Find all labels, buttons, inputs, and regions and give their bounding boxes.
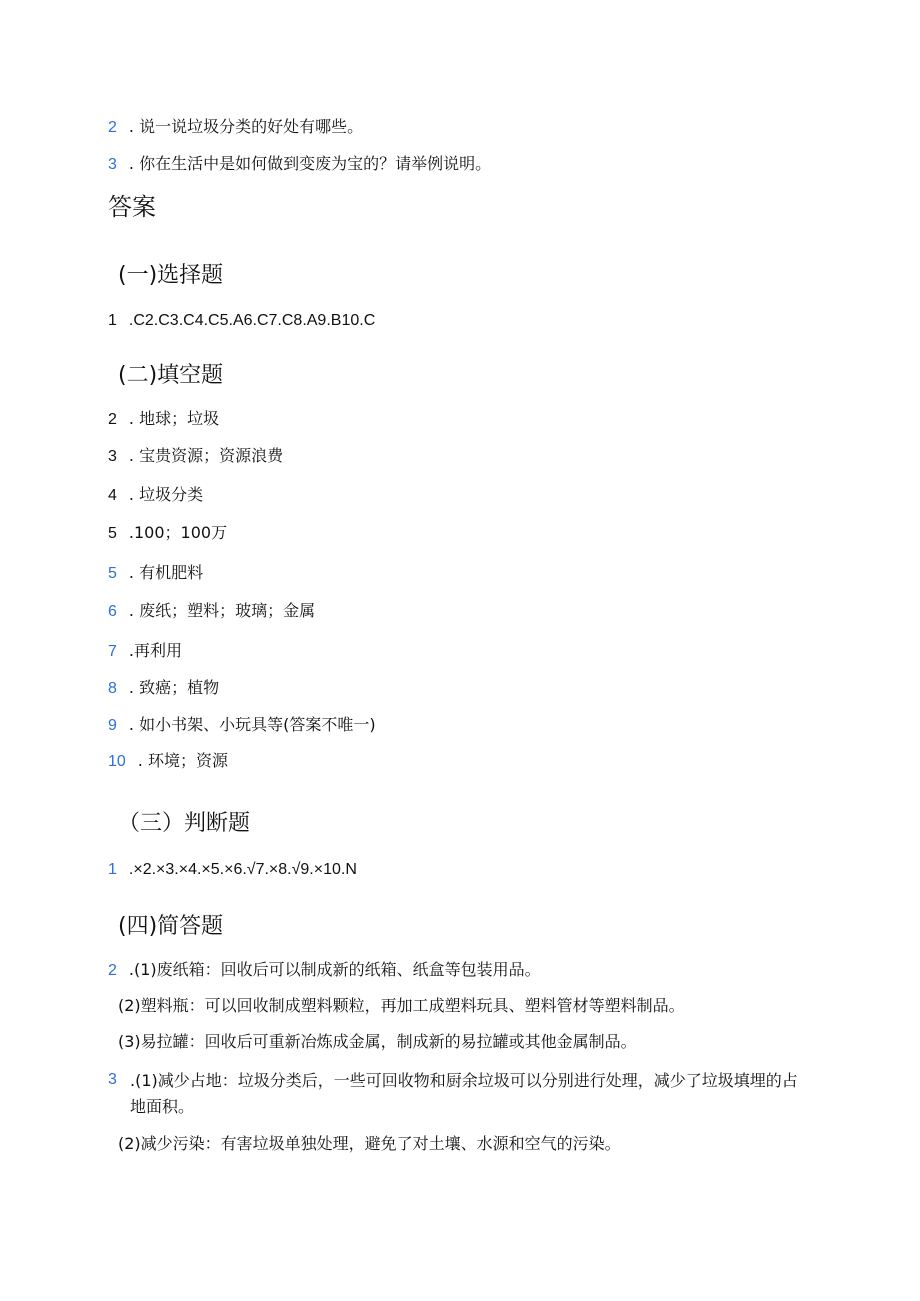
item-text: . 环境；资源 [137,751,228,770]
answer-item [108,562,203,585]
item-number: 2 [108,962,117,979]
question-item [108,153,491,176]
answer-item [108,309,375,332]
item-text: . 地球；垃圾 [128,409,220,428]
item-number: 7 [108,643,117,660]
item-text: .C2.C3.C4.C5.A6.C7.C8.A9.B10.C [128,312,376,329]
answer-item-text-wrapped: .(1)减少占地：垃圾分类后，一些可回收物和厨余垃圾可以分别进行处理，减少了垃圾填埋的占地面积。 [130,1071,798,1116]
item-number: 4 [108,487,117,504]
item-number: 1 [108,861,117,878]
answer-item [108,1068,129,1091]
answer-item [108,484,203,507]
item-text: .100；100万 [128,523,228,542]
item-number: 1 [108,312,117,329]
item-number: 8 [108,680,117,697]
item-number: 5 [108,565,117,582]
item-text: . 废纸；塑料；玻璃；金属 [128,601,316,620]
item-text: . 致癌；植物 [128,678,220,697]
item-number: 2 [108,119,117,136]
item-number: 10 [108,753,126,770]
section-title: (一)选择题 [118,263,224,288]
item-number: 5 [108,525,117,542]
item-number: 9 [108,717,117,734]
item-text: .×2.×3.×4.×5.×6.√7.×8.√9.×10.N [128,861,357,878]
question-item [108,116,363,139]
answer-item [108,445,283,468]
section-title: (二)填空题 [118,363,224,388]
answer-title: 答案 [108,193,156,221]
answer-item [108,522,227,545]
item-number: 6 [108,603,117,620]
item-text: . 说一说垃圾分类的好处有哪些。 [128,117,364,136]
answer-item [118,1133,621,1155]
item-text: .再利用 [128,641,182,660]
answer-item [118,1031,637,1053]
answer-item [108,959,541,982]
answer-item [118,995,685,1017]
item-text: . 如小书架、小玩具等(答案不唯一) [128,715,376,734]
item-text: . 你在生活中是如何做到变废为宝的？请举例说明。 [128,154,492,173]
item-number: 3 [108,156,117,173]
item-number: 2 [108,411,117,428]
answer-item [108,858,357,881]
item-text: . 垃圾分类 [128,485,204,504]
item-text: .(1)废纸箱：回收后可以制成新的纸箱、纸盒等包装用品。 [128,960,541,979]
answer-item [108,750,228,773]
item-text: (2)减少污染：有害垃圾单独处理，避免了对土壤、水源和空气的污染。 [118,1134,621,1153]
answer-item [108,677,219,700]
item-text: . 宝贵资源；资源浪费 [128,446,284,465]
answer-item [108,640,182,663]
answer-item [108,714,376,737]
item-number: 3 [108,448,117,465]
section-title: （三）判断题 [118,811,251,836]
item-text: . 有机肥料 [128,563,204,582]
section-title: (四)简答题 [118,914,224,939]
item-text: (3)易拉罐：回收后可重新冶炼成金属，制成新的易拉罐或其他金属制品。 [118,1032,637,1051]
answer-item [108,600,315,623]
item-text: (2)塑料瓶：可以回收制成塑料颗粒，再加工成塑料玩具、塑料管材等塑料制品。 [118,996,685,1015]
item-number: 3 [108,1071,117,1088]
answer-item [108,408,219,431]
